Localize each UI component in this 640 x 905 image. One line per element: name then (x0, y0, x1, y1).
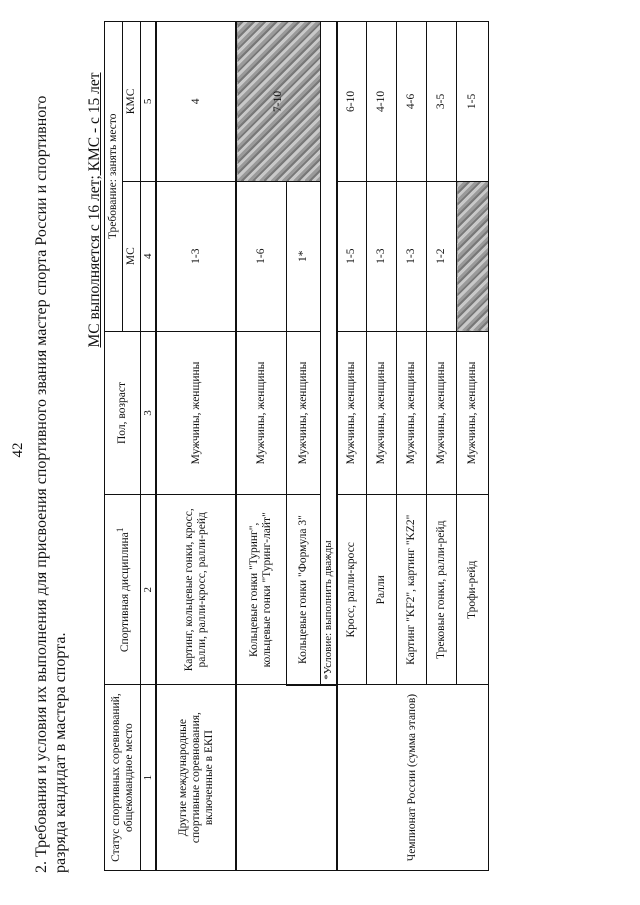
header-requirement: Требование: занять место (105, 22, 123, 332)
ms-cell: 1-5 (337, 181, 367, 331)
ms-cell: 1-3 (156, 181, 236, 331)
ms-cell (457, 181, 489, 331)
header-discipline: Спортивная дисциплина$^1$ (105, 495, 141, 685)
status-cell: Другие международные спортивные соревнования, включенные в ЕКП (156, 685, 236, 871)
discipline-cell: Трофи-рейд (457, 495, 489, 685)
column-number: 1 (141, 685, 157, 871)
column-number: 2 (141, 495, 157, 685)
discipline-cell: Кольцевые гонки "Формула 3" (286, 495, 320, 685)
age-conditions-text: МС выполняется с 16 лет; КМС - с 15 лет (86, 72, 103, 348)
header-ms: МС (123, 181, 141, 331)
kms-cell: 4-10 (367, 22, 397, 182)
discipline-cell: Ралли (367, 495, 397, 685)
kms-cell: 4 (156, 22, 236, 182)
header-status: Статус спортивных соревнований, общекомандное место (105, 685, 141, 871)
discipline-cell: Кросс, ралли-кросс (337, 495, 367, 685)
kms-cell: 4-6 (397, 22, 427, 182)
ms-cell: 1-3 (367, 181, 397, 331)
gender-cell: Мужчины, женщины (286, 331, 320, 495)
kms-cell: 3-5 (427, 22, 457, 182)
section-heading-line-1: 2. Требования и условия их выполнения для присвоения спортивного звания мастер спорта России и спортивного (33, 95, 50, 873)
ms-cell: 1-6 (236, 181, 286, 331)
table-row (156, 22, 236, 871)
column-number: 5 (141, 22, 157, 182)
status-cell: Чемпионат России (сумма этапов) (337, 685, 489, 871)
kms-cell: 1-5 (457, 22, 489, 182)
age-conditions (86, 15, 104, 405)
discipline-cell: Кольцевые гонки "Туринг", кольцевые гонки "Туринг-лайт" (236, 495, 286, 685)
status-cell (236, 685, 337, 871)
ms-cell: 1-3 (397, 181, 427, 331)
gender-cell: Мужчины, женщины (397, 331, 427, 495)
kms-cell: 7-10 (236, 22, 320, 182)
discipline-cell: Трековые гонки, ралли-рейд (427, 495, 457, 685)
discipline-cell: Картинг, кольцевые гонки, кросс, ралли, ралли-кросс, ралли-рейд (156, 495, 236, 685)
gender-cell: Мужчины, женщины (156, 331, 236, 495)
ms-cell: 1-2 (427, 181, 457, 331)
kms-cell: 6-10 (337, 22, 367, 182)
header-kms: КМС (123, 22, 141, 182)
table-row (337, 22, 367, 871)
section-heading (32, 33, 70, 873)
discipline-cell: Картинг "KF2", картинг "KZ2" (397, 495, 427, 685)
table-row (236, 22, 286, 871)
header-gender-age: Пол, возраст (105, 331, 141, 495)
column-number-row (141, 22, 157, 871)
column-number: 4 (141, 181, 157, 331)
gender-cell: Мужчины, женщины (367, 331, 397, 495)
gender-cell: Мужчины, женщины (337, 331, 367, 495)
section-heading-line-2: разряда кандидат в мастера спорта. (52, 632, 69, 873)
page-number: 42 (10, 442, 26, 458)
column-number: 3 (141, 331, 157, 495)
ms-cell: 1* (286, 181, 320, 331)
footnote-marker: 1 (114, 527, 126, 533)
gender-cell: Мужчины, женщины (427, 331, 457, 495)
requirements-table (104, 21, 489, 871)
footnote-condition: *Условие: выполнить дважды (320, 22, 337, 685)
table-header-row (105, 22, 123, 871)
gender-cell: Мужчины, женщины (236, 331, 286, 495)
gender-cell: Мужчины, женщины (457, 331, 489, 495)
